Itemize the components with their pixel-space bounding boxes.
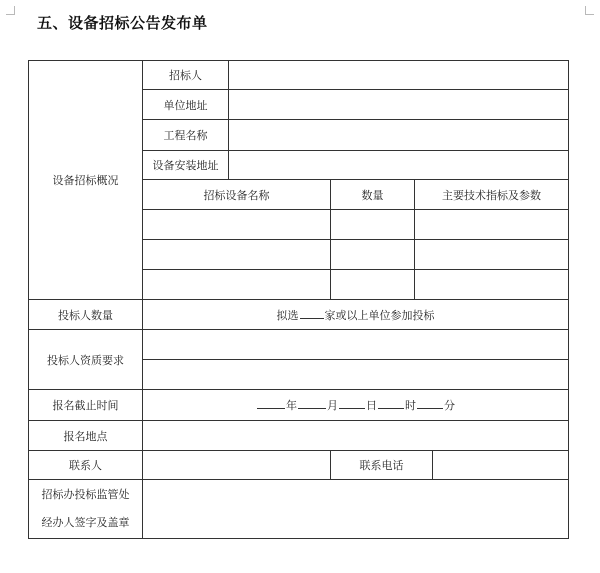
bidder-field[interactable] <box>229 61 569 90</box>
bidder-label: 招标人 <box>143 61 229 90</box>
deadline-hour-blank[interactable] <box>378 398 404 409</box>
row-deadline <box>29 390 569 421</box>
page-corner-mark-left <box>6 6 15 15</box>
deadline-minute-blank[interactable] <box>417 398 443 409</box>
deadline-unit-hour: 时 <box>405 399 416 412</box>
equipment-name-cell[interactable] <box>143 270 331 300</box>
unit-address-field[interactable] <box>229 90 569 120</box>
quantity-cell[interactable] <box>331 270 415 300</box>
row-bidder <box>29 61 569 90</box>
deadline-unit-year: 年 <box>286 399 297 412</box>
supervisor-label-line1: 招标办投标监管处 <box>41 488 130 501</box>
quantity-cell[interactable] <box>331 210 415 240</box>
install-address-label: 设备安装地址 <box>143 151 229 180</box>
specs-cell[interactable] <box>415 270 569 300</box>
signup-location-field[interactable] <box>143 421 569 451</box>
supervisor-signature-field[interactable] <box>143 480 569 539</box>
bidder-count-suffix: 家或以上单位参加投标 <box>324 308 435 322</box>
install-address-field[interactable] <box>229 151 569 180</box>
project-name-label: 工程名称 <box>143 120 229 151</box>
row-qualification <box>29 330 569 360</box>
supervisor-label-line2: 经办人签字及盖章 <box>41 516 130 529</box>
overview-label: 设备招标概况 <box>29 61 143 300</box>
quantity-cell[interactable] <box>331 240 415 270</box>
phone-label: 联系电话 <box>331 451 433 480</box>
quantity-header: 数量 <box>331 180 415 210</box>
row-contact <box>29 451 569 480</box>
unit-address-label: 单位地址 <box>143 90 229 120</box>
deadline-unit-minute: 分 <box>444 399 455 412</box>
signup-location-label: 报名地点 <box>29 421 143 451</box>
deadline-day-blank[interactable] <box>339 398 365 409</box>
equipment-name-header: 招标设备名称 <box>143 180 331 210</box>
phone-field[interactable] <box>433 451 569 480</box>
row-signup-location <box>29 421 569 451</box>
contact-field[interactable] <box>143 451 331 480</box>
bidder-count-label: 投标人数量 <box>29 300 143 330</box>
qualification-field-2[interactable] <box>143 360 569 390</box>
qualification-label: 投标人资质要求 <box>29 330 143 390</box>
page-title: 五、设备招标公告发布单 <box>37 14 208 32</box>
announcement-form-table <box>28 60 569 539</box>
deadline-year-blank[interactable] <box>257 398 285 409</box>
bidder-count-prefix: 拟选 <box>276 308 299 322</box>
equipment-name-cell[interactable] <box>143 210 331 240</box>
specs-cell[interactable] <box>415 210 569 240</box>
bidder-count-value <box>143 300 569 330</box>
project-name-field[interactable] <box>229 120 569 151</box>
page-corner-mark-right <box>585 6 594 15</box>
deadline-value <box>143 390 569 421</box>
supervisor-label <box>29 480 143 539</box>
bidder-count-blank[interactable] <box>300 308 324 319</box>
equipment-name-cell[interactable] <box>143 240 331 270</box>
deadline-month-blank[interactable] <box>298 398 326 409</box>
specs-cell[interactable] <box>415 240 569 270</box>
specs-header: 主要技术指标及参数 <box>415 180 569 210</box>
deadline-unit-month: 月 <box>327 399 338 412</box>
row-bidder-count <box>29 300 569 330</box>
contact-label: 联系人 <box>29 451 143 480</box>
row-supervisor <box>29 480 569 539</box>
deadline-label: 报名截止时间 <box>29 390 143 421</box>
qualification-field-1[interactable] <box>143 330 569 360</box>
deadline-unit-day: 日 <box>366 399 377 412</box>
